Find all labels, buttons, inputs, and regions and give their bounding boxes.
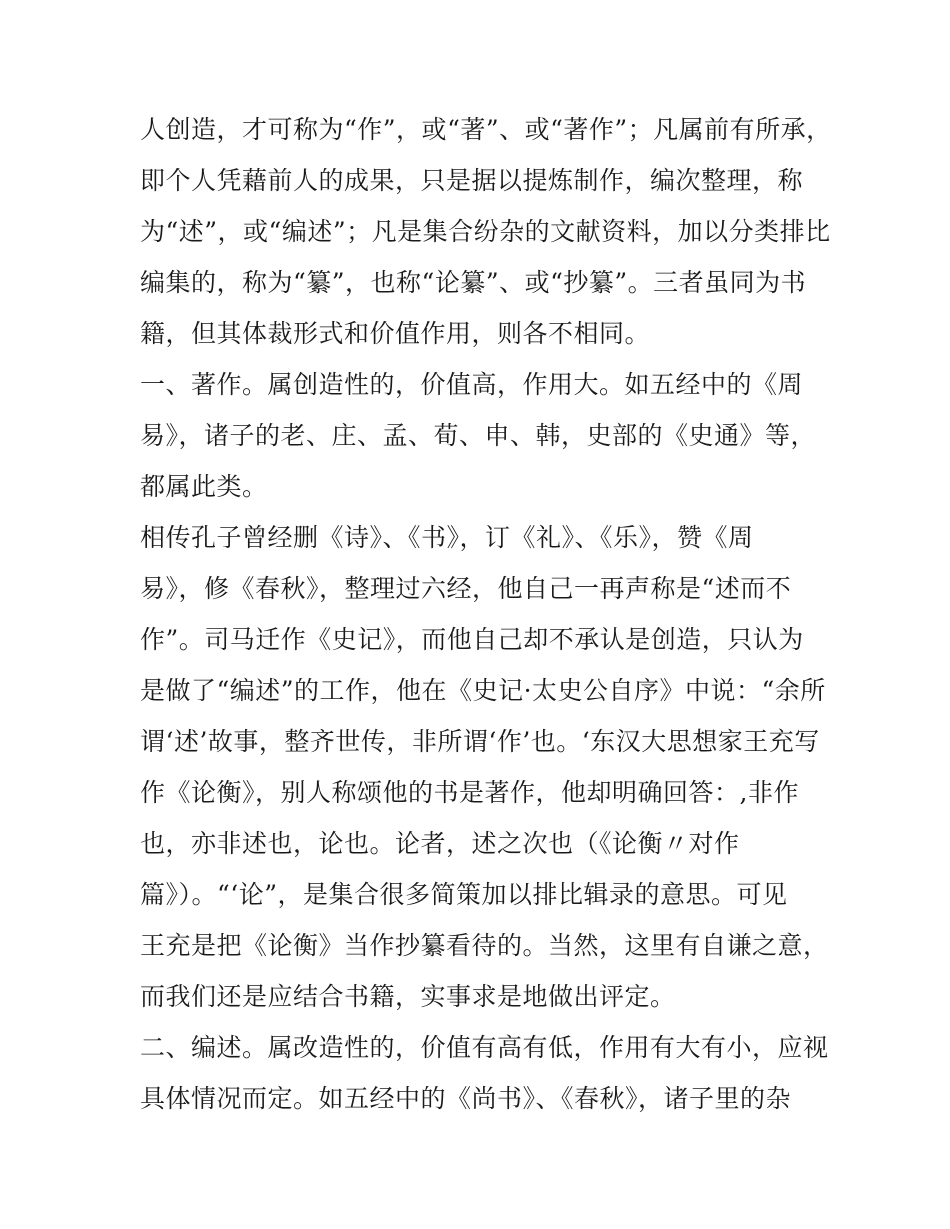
text-line: 编集的，称为“纂”，也称“论纂”、或“抄纂”。三者虽同为书 xyxy=(140,268,807,297)
text-line: 人创造，才可称为“作”，或“著”、或“著作”；凡属前有所承， xyxy=(140,115,832,144)
text-line: 籍，但其体裁形式和价值作用，则各不相同。 xyxy=(140,319,651,348)
text-line: 是做了“编述”的工作，他在《史记·太史公自序》中说：“余所 xyxy=(140,676,826,705)
text-line: 相传孔子曾经删《诗》、《书》，订《礼》、《乐》，赞《周 xyxy=(140,523,754,552)
text-line: 二、编述。属改造性的，价值有高有低，作用有大有小，应视 xyxy=(140,1033,829,1062)
text-line: 具体情况而定。如五经中的《尚书》、《春秋》，诸子里的杂 xyxy=(140,1084,792,1113)
text-line: 一、著作。属创造性的，价值高，作用大。如五经中的《周 xyxy=(140,370,804,399)
text-line: 都属此类。 xyxy=(140,472,268,501)
text-line: 也，亦非述也，论也。论者，述之次也（《论衡〃对作 xyxy=(140,829,740,858)
body-text xyxy=(140,104,830,1124)
text-line: 即个人凭藉前人的成果，只是据以提炼制作，编次整理，称 xyxy=(140,166,804,195)
text-line: 易》，诸子的老、庄、孟、荀、申、韩，史部的《史通》等， xyxy=(140,421,817,450)
text-line: 作《论衡》，别人称颂他的书是著作，他却明确回答：,非作 xyxy=(140,778,799,807)
text-line: 易》，修《春秋》，整理过六经，他自己一再声称是“述而不 xyxy=(140,574,792,603)
text-line: 作”。司马迁作《史记》，而他自己却不承认是创造，只认为 xyxy=(140,625,804,654)
text-line: 谓‘述’故事，整齐世传，非所谓‘作’也。‘东汉大思想家王充写 xyxy=(140,727,820,756)
text-line: 而我们还是应结合书籍，实事求是地做出评定。 xyxy=(140,982,676,1011)
text-line: 篇》）。“‘论”，是集合很多简策加以排比辑录的意思。可见 xyxy=(140,880,788,909)
text-line: 王充是把《论衡》当作抄纂看待的。当然，这里有自谦之意， xyxy=(140,931,829,960)
text-line: 为“述”，或“编述”；凡是集合纷杂的文献资料，加以分类排比 xyxy=(140,217,831,246)
